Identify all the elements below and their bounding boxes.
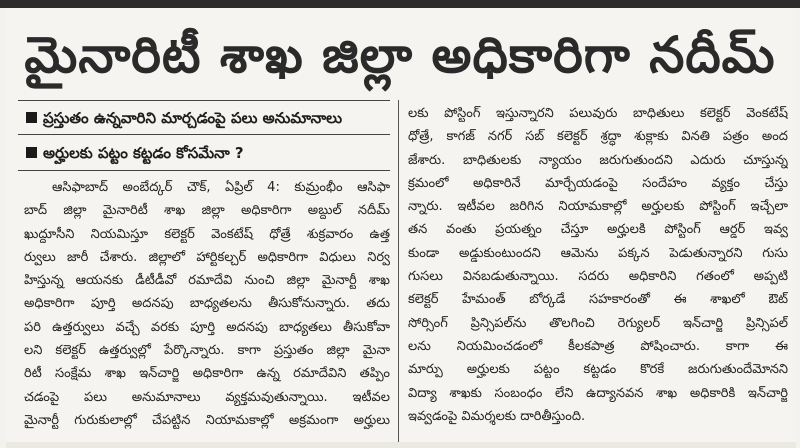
body-line: లని కలెక్టర్ ఉత్తర్వుల్లో పేర్కొన్నారు. కాగా ప్రస్తుతం జిల్లా మైనా: [24, 343, 390, 359]
subhead-2-text: అర్హులకు పట్టం కట్టడం కోసమేనా ?: [43, 144, 244, 162]
body-line: మైనార్టీ గురుకులాల్లో చేపట్టిన నియామకాల్లో అక్రమంగా అర్హులు: [24, 412, 390, 428]
subhead-rule-middle: [18, 134, 390, 135]
body-line: విద్యా శాఖకు సంబంధం లేని ఉద్యానవన శాఖ అధికారికి ఇన్‌చార్జి: [408, 385, 788, 401]
body-line-last: ఇవ్వడంపై విమర్శలకు దారితీస్తుంది.: [408, 408, 586, 424]
body-line: ర్వులు జారీ చేశారు. జిల్లాలో హార్టికల్చర్ అధికారిగా విధులు నిర్వ: [24, 249, 390, 265]
body-line: హిస్తున్న ఆయనకు డీటీడీవో రమాదేవి నుంచి జిల్లా మైనార్టీ శాఖ: [24, 273, 390, 289]
body-line: క్రమంలో అధికారినే మార్చేయడంపై సందేహం వ్యక్తం చేస్తు: [408, 175, 788, 191]
body-line: సోర్సింగ్ ప్రిన్సిపల్‌ను తొలగించి రెగ్యులర్ ఇన్‌చార్జి ప్రిన్సిపల్: [408, 315, 788, 331]
top-dark-strip: [0, 0, 800, 8]
body-line: ధోత్రే, కాగజ్ నగర్ సబ్ కలెక్టర్ శ్రద్ధా శుక్లాకు వినతి పత్రం అంద: [408, 129, 788, 145]
body-line: మార్పు అర్హులకు పట్టం కట్టడం కొరకే జరుగుతుందేమోనని: [408, 362, 788, 378]
subhead-rule-top: [18, 100, 390, 101]
body-line: జేశారు. బాధితులకు న్యాయం జరుగుతుందని ఎదురు చూస్తున్న: [408, 152, 788, 168]
body-line: ఆసిఫాబాద్ అంబేద్కర్ చౌక్, ఏప్రిల్ 4: కుమ్రంభీం ఆసిఫా: [52, 180, 390, 195]
article-column-right: [408, 102, 788, 442]
body-line: కుండా అడ్డుకుంటుందని ఆమెను పక్కన పెడుతున్నారని గుసు: [408, 245, 788, 261]
body-line: గుసలు వినబడుతున్నాయి. సదరు అధికారిని గతంలో అప్పటి: [408, 269, 788, 285]
subhead-1-text: ప్రస్తుతం ఉన్నవారిని మార్చడంపై పలు అనుమానాలు: [43, 109, 343, 127]
body-line: ఖుద్దూసీని నియమిస్తూ కలెక్టర్ వెంకటేష్ ధోత్రే శుక్రవారం ఉత్త: [24, 226, 390, 242]
body-line: కలెక్టర్ హేమంత్ బోర్కడే సహకారంతో ఈ శాఖలో ఔట్: [408, 292, 788, 308]
body-line: లను నియమించడంలో కీలకపాత్ర పోషించారు. కాగా ఈ: [408, 338, 788, 354]
square-bullet-icon: [26, 112, 37, 123]
subhead-1: [26, 105, 384, 131]
subhead-2: [26, 140, 384, 166]
article-column-left: [24, 176, 390, 442]
subhead-rule-bottom: [18, 170, 390, 171]
article-headline: మైనారిటీ శాఖ జిల్లా అధికారిగా నదీమ్: [24, 26, 776, 84]
column-divider: [398, 100, 399, 445]
body-line: బాద్ జిల్లా మైనారిటీ శాఖ జిల్లా అధికారిగా అబ్దుల్ నదీమ్: [24, 203, 390, 219]
bottom-margin: [6, 442, 796, 448]
body-line: పరి ఉత్తర్వులు వచ్చే వరకు పూర్తి అదనపు బాధ్యతలు తీసుకోవా: [24, 319, 390, 335]
body-line: చడంపై పలు అనుమానాలు వ్యక్తమవుతున్నాయి. ఇటీవల: [24, 389, 390, 405]
body-line: లకు పోస్టింగ్ ఇస్తున్నారని పలువురు బాధితులు కలెక్టర్ వెంకటేష్: [408, 106, 788, 121]
body-line: రిటీ సంక్షేమ శాఖ ఇన్‌చార్జి అధికారిగా ఉన్న రమాదేవిని తప్పిం: [24, 366, 390, 382]
body-line: న్నారు. ఇటీవల జరిగిన నియామకాల్లో అర్హులకు పోస్టింగ్ ఇచ్చేలా: [408, 199, 788, 215]
body-line: అధికారిగా పూర్తి అదనపు బాధ్యతలను తీసుకోనున్నారు. తదు: [24, 296, 390, 312]
body-line: తన వంతు ప్రయత్నం చేస్తూ అర్హులకి పోస్టింగ్ ఆర్డర్ ఇవ్వ: [408, 222, 788, 238]
square-bullet-icon: [26, 147, 37, 158]
